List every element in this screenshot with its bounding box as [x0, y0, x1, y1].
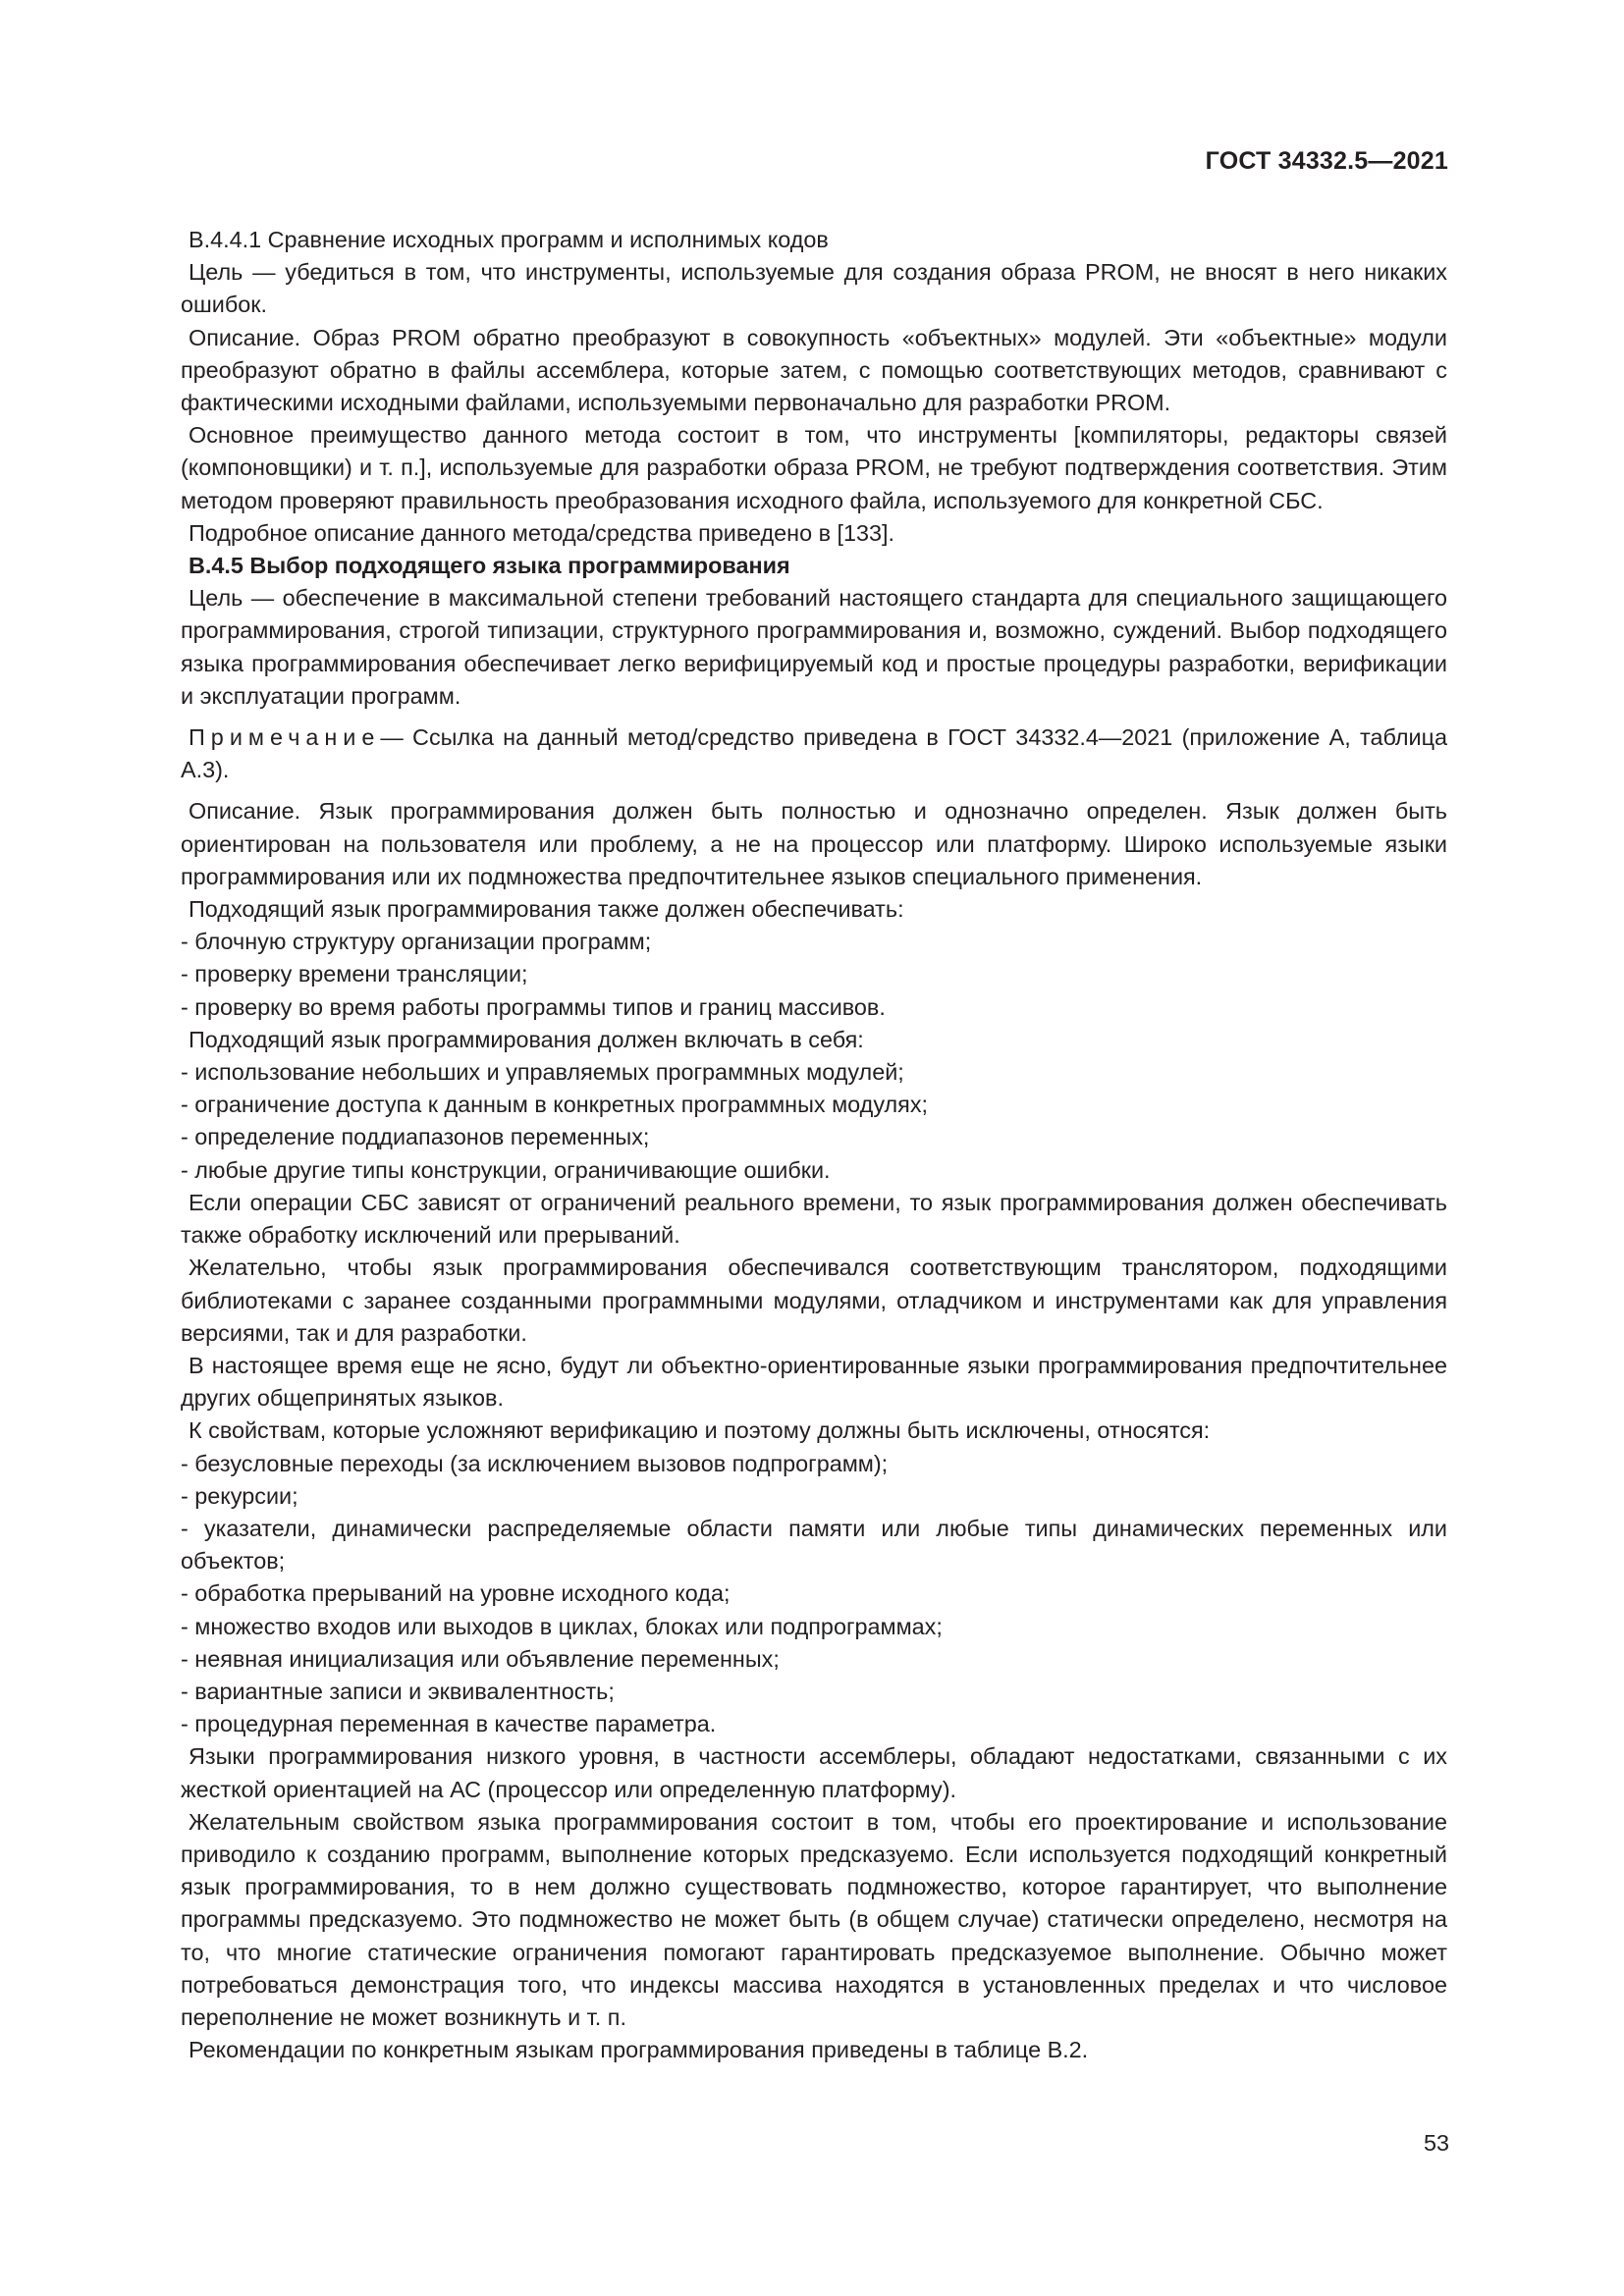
- paragraph-description-language: Описание. Язык программирования должен быть полностью и однозначно определен. Язык должен быть ориентирован на пользователя или проблему, а не на процессор или платформу. Широко используемые языки программирования или их подмножества предпочтительнее языков специального применения.: [181, 798, 1447, 889]
- paragraph-reference-133: Подробное описание данного метода/средства приведено в [133].: [189, 519, 895, 546]
- list-item: - проверку времени трансляции;: [181, 961, 528, 988]
- list-item: - безусловные переходы (за исключением вызовов подпрограмм);: [181, 1450, 889, 1476]
- paragraph-description-prom: Описание. Образ PROM обратно преобразуют в совокупность «объектных» модулей. Эти «объектные» модули преобразуют обратно в файлы ассемблера, которые затем, с помощью соответствующих методов, сравнивают с фактическими исходными файлами, используемыми первоначально для разработки PROM.: [181, 324, 1447, 416]
- note-label: Примечание: [189, 724, 381, 751]
- paragraph-object-oriented: В настоящее время еще не ясно, будут ли объектно-ориентированные языки программирования предпочтительнее других общепринятых языков.: [181, 1352, 1447, 1412]
- paragraph-goal-prom: Цель — убедиться в том, что инструменты, используемые для создания образа PROM, не вносят в него никаких ошибок.: [181, 259, 1447, 318]
- paragraph-goal-language: Цель — обеспечение в максимальной степени требований настоящего стандарта для специального защищающего программирования, строгой типизации, структурного программирования и, возможно, суждений. Выбор подходящего языка программирования обеспечивает легко верифицируемый код и простые процедуры разработки, верификации и эксплуатации программ.: [181, 585, 1447, 709]
- paragraph-realtime: Если операции СБС зависят от ограничений реального времени, то язык программирования должен обеспечивать также обработку исключений или прерываний.: [181, 1189, 1447, 1249]
- list-item: - неявная инициализация или объявление переменных;: [181, 1645, 780, 1672]
- list-item: - рекурсии;: [181, 1482, 298, 1509]
- document-code-header: ГОСТ 34332.5—2021: [1205, 147, 1448, 175]
- paragraph-language-must-include: Подходящий язык программирования должен включать в себя:: [189, 1026, 864, 1052]
- list-item: - проверку во время работы программы типов и границ массивов.: [181, 993, 886, 1020]
- section-heading-b45: В.4.5 Выбор подходящего языка программирования: [189, 553, 790, 579]
- list-item: - определение поддиапазонов переменных;: [181, 1124, 650, 1150]
- paragraph-low-level: Языки программирования низкого уровня, в частности ассемблеры, обладают недостатками, связанными с их жесткой ориентацией на АС (процессор или определенную платформу).: [181, 1743, 1447, 1802]
- list-item: - обработка прерываний на уровне исходного кода;: [181, 1580, 731, 1607]
- subsection-title-b441: В.4.4.1 Сравнение исходных программ и исполнимых кодов: [189, 227, 829, 252]
- list-item: - вариантные записи и эквивалентность;: [181, 1678, 615, 1704]
- list-item: - блочную структуру организации программ;: [181, 929, 652, 955]
- paragraph-predictable: Желательным свойством языка программирования состоит в том, чтобы его проектирование и использование приводило к созданию программ, выполнение которых предсказуемо. Если используется подходящий конкретный язык программирования, то в нем должно существовать подмножество, которое гарантирует, что выполнение программы предсказуемо. Это подмножество не может быть (в общем случае) статически определено, несмотря на то, что многие статические ограничения помогают гарантировать предсказуемое выполнение. Обычно может потребоваться демонстрация того, что индексы массива находятся в установленных пределах и что числовое переполнение не может возникнуть и т. п.: [181, 1808, 1447, 2030]
- list-item: - процедурная переменная в качестве параметра.: [181, 1711, 717, 1737]
- list-item: - множество входов или выходов в циклах, блоках или подпрограммах;: [181, 1613, 943, 1639]
- paragraph-excluded-properties: К свойствам, которые усложняют верификацию и поэтому должны быть исключены, относятся:: [189, 1417, 1211, 1444]
- list-item: - указатели, динамически распределяемые области памяти или любые типы динамических переменных или объектов;: [181, 1515, 1447, 1575]
- list-item: - использование небольших и управляемых программных модулей;: [181, 1059, 904, 1086]
- document-body: [181, 224, 1447, 2066]
- list-item: - любые другие типы конструкции, ограничивающие ошибки.: [181, 1156, 831, 1183]
- note-text: — Ссылка на данный метод/средство приведена в ГОСТ 34332.4—2021 (приложение А, таблица А.3).: [181, 724, 1447, 783]
- list-item: - ограничение доступа к данным в конкретных программных модулях;: [181, 1092, 929, 1118]
- paragraph-language-must-provide: Подходящий язык программирования также должен обеспечивать:: [189, 896, 904, 923]
- paragraph-recommendations: Рекомендации по конкретным языкам программирования приведены в таблице В.2.: [189, 2037, 1089, 2063]
- page-number: 53: [1423, 2130, 1449, 2156]
- note-paragraph: [181, 721, 1447, 786]
- paragraph-translator: Желательно, чтобы язык программирования обеспечивался соответствующим транслятором, подходящими библиотеками с заранее созданными программными модулями, отладчиком и инструментами как для управления версиями, так и для разработки.: [181, 1255, 1447, 1346]
- paragraph-advantage: Основное преимущество данного метода состоит в том, что инструменты [компиляторы, редакторы связей (компоновщики) и т. п.], используемые для разработки образа PROM, не требуют подтверждения соответствия. Этим методом проверяют правильность преобразования исходного файла, используемого для конкретной СБС.: [181, 422, 1447, 513]
